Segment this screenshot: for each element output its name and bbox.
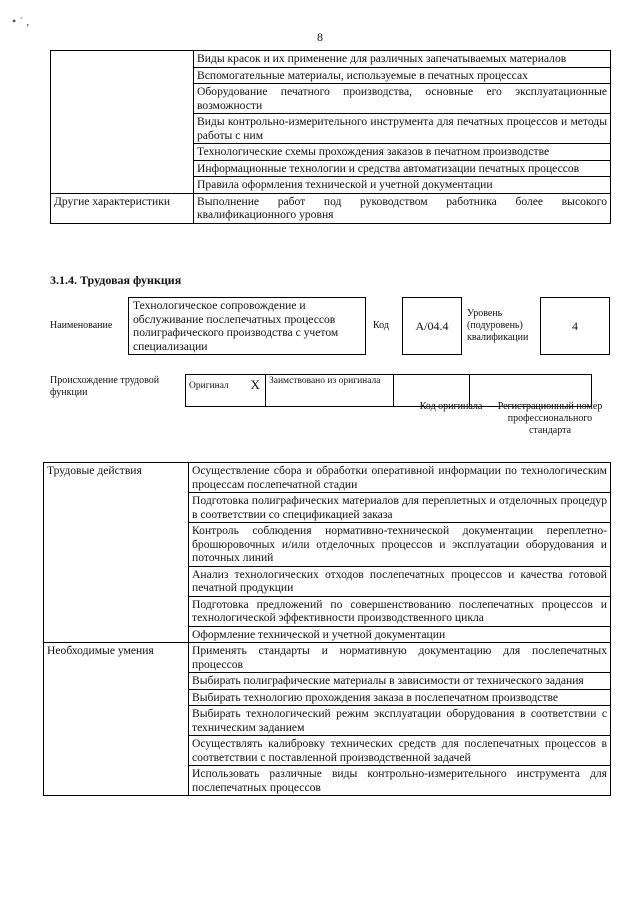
- knowledge-table: [50, 50, 611, 224]
- action-row: Осуществление сбора и обработки оперативной информации по технологическим процессам послепечатной стадии: [189, 463, 611, 493]
- table-row: Оборудование печатного производства, основные его эксплуатационные возможности: [194, 84, 611, 114]
- code-label: Код: [373, 320, 389, 331]
- table-row: Виды красок и их применение для различных запечатываемых материалов: [194, 51, 611, 68]
- reg-number-label: Регистрационный номер профессионального стандарта: [497, 401, 603, 436]
- level-box: 4: [540, 297, 610, 355]
- actions-label: Трудовые действия: [44, 463, 189, 643]
- skill-row: Применять стандарты и нормативную документацию для послепечатных процессов: [189, 643, 611, 673]
- name-label: Наименование: [50, 320, 113, 331]
- code-original-label: Код оригинала: [419, 401, 483, 412]
- table-row: Правила оформления технической и учетной документации: [194, 177, 611, 194]
- table-row: Технологические схемы прохождения заказов в печатном производстве: [194, 144, 611, 161]
- skill-row: Выбирать технологию прохождения заказа в послепечатном производстве: [189, 689, 611, 706]
- table-row: Виды контрольно-измерительного инструмента для печатных процессов и методы работы с ним: [194, 114, 611, 144]
- original-label: Оригинал: [186, 375, 246, 407]
- empty-label-cell: [51, 51, 194, 194]
- skill-row: Использовать различные виды контрольно-измерительного инструмента для послепечатных процессов: [189, 766, 611, 796]
- other-characteristics-value: Выполнение работ под руководством работника более высокого квалификационного уровня: [194, 193, 611, 223]
- function-name-box: Технологическое сопровождение и обслуживание послепечатных процессов полиграфического производства с учетом специализации: [128, 297, 366, 355]
- table-row: Информационные технологии и средства автоматизации печатных процессов: [194, 160, 611, 177]
- section-heading: 3.1.4. Трудовая функция: [50, 273, 182, 287]
- actions-skills-table: [43, 462, 611, 796]
- action-row: Подготовка полиграфических материалов для переплетных и отделочных процедур в соответствии со спецификацией заказа: [189, 493, 611, 523]
- level-label: Уровень (подуровень) квалификации: [467, 308, 529, 343]
- page-number: 8: [317, 30, 323, 44]
- code-box: А/04.4: [402, 297, 462, 355]
- action-row: Контроль соблюдения нормативно-технической документации переплетно-брошюровочных и/или отделочных процессов и эксплуатации оборудования и поточных линий: [189, 523, 611, 567]
- other-characteristics-label: Другие характеристики: [51, 193, 194, 223]
- original-mark: Х: [246, 375, 266, 407]
- skill-row: Выбирать полиграфические материалы в зависимости от технического задания: [189, 673, 611, 690]
- skill-row: Осуществлять калибровку технических средств для послепечатных процессов в соответствии с поставленной производственной задачей: [189, 736, 611, 766]
- table-row: Вспомогательные материалы, используемые в печатных процессах: [194, 67, 611, 84]
- skills-label: Необходимые умения: [44, 643, 189, 796]
- skill-row: Выбирать технологический режим эксплуатации оборудования в соответствии с техническим заданием: [189, 706, 611, 736]
- borrowed-label: Заимствовано из оригинала: [266, 375, 394, 407]
- action-row: Оформление технической и учетной документации: [189, 626, 611, 643]
- scan-marks: • ˙ ,: [12, 14, 30, 28]
- action-row: Подготовка предложений по совершенствованию послепечатных процессов и технологической эффективности производственного цикла: [189, 596, 611, 626]
- action-row: Анализ технологических отходов послепечатных процессов и качества готовой печатной продукции: [189, 566, 611, 596]
- origin-label: Происхождение трудовой функции: [50, 375, 160, 398]
